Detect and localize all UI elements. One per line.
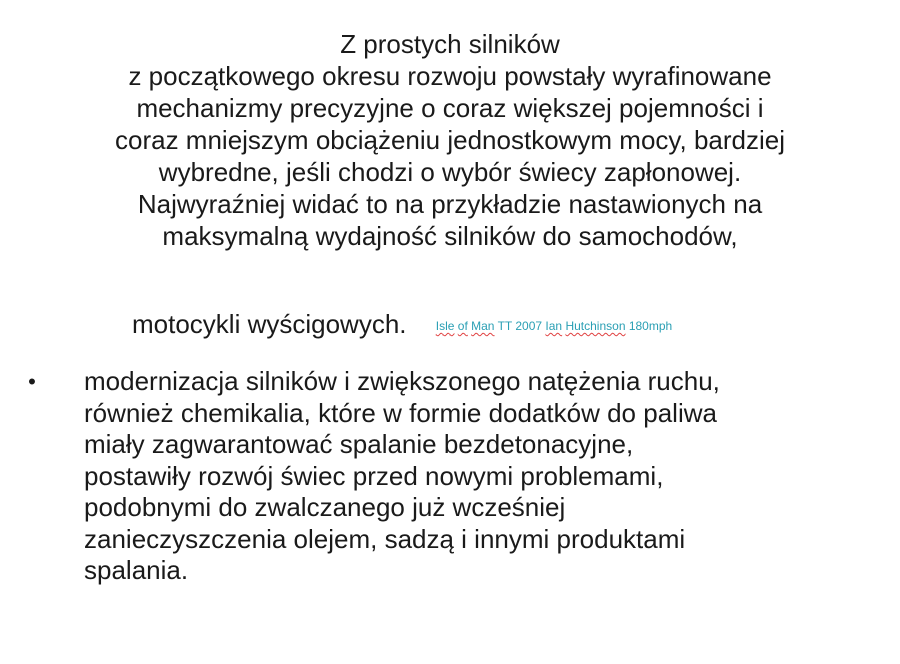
- bullet-item: [22, 366, 862, 587]
- intro-last-line: [132, 308, 672, 342]
- link-word: 180mph: [625, 319, 673, 333]
- link-word: Ian: [545, 319, 563, 333]
- intro-line: maksymalną wydajność silników do samochodów,: [162, 221, 738, 251]
- bullet-line: podobnymi do zwalczanego już wcześniej: [84, 492, 566, 522]
- bullet-line: miały zagwarantować spalanie bezdetonacyjne,: [84, 429, 634, 459]
- intro-line: Z prostych silników: [340, 29, 560, 59]
- bullet-line: zanieczyszczenia olejem, sadzą i innymi produktami: [84, 523, 686, 554]
- intro-paragraph: [40, 28, 860, 252]
- bullet-line: modernizacja silników i zwiększonego natężenia ruchu,: [84, 366, 720, 396]
- link-word: Hutchinson: [565, 319, 626, 333]
- intro-last-text: motocykli wyścigowych.: [132, 309, 407, 339]
- video-link[interactable]: [436, 319, 672, 333]
- intro-line: mechanizmy precyzyjne o coraz większej pojemności i: [136, 93, 764, 123]
- intro-line: z początkowego okresu rozwoju powstały wyrafinowane: [128, 61, 772, 91]
- bullet-line: postawiły rozwój świec przed nowymi problemami,: [84, 460, 664, 491]
- bullet-line: również chemikalia, które w formie dodatków do paliwa: [84, 397, 717, 428]
- link-word: Man: [471, 319, 495, 333]
- bullet-list: [22, 366, 862, 587]
- link-word: TT 2007: [494, 319, 546, 333]
- intro-line: coraz mniejszym obciążeniu jednostkowym mocy, bardziej: [115, 125, 785, 155]
- link-word: Isle: [435, 319, 455, 333]
- intro-line: Najwyraźniej widać to na przykładzie nastawionych na: [137, 189, 763, 219]
- bullet-line: spalania.: [84, 555, 189, 585]
- intro-line: wybredne, jeśli chodzi o wybór świecy zapłonowej.: [158, 157, 742, 187]
- link-word: of: [457, 319, 468, 333]
- bullet-dot: •: [28, 369, 36, 394]
